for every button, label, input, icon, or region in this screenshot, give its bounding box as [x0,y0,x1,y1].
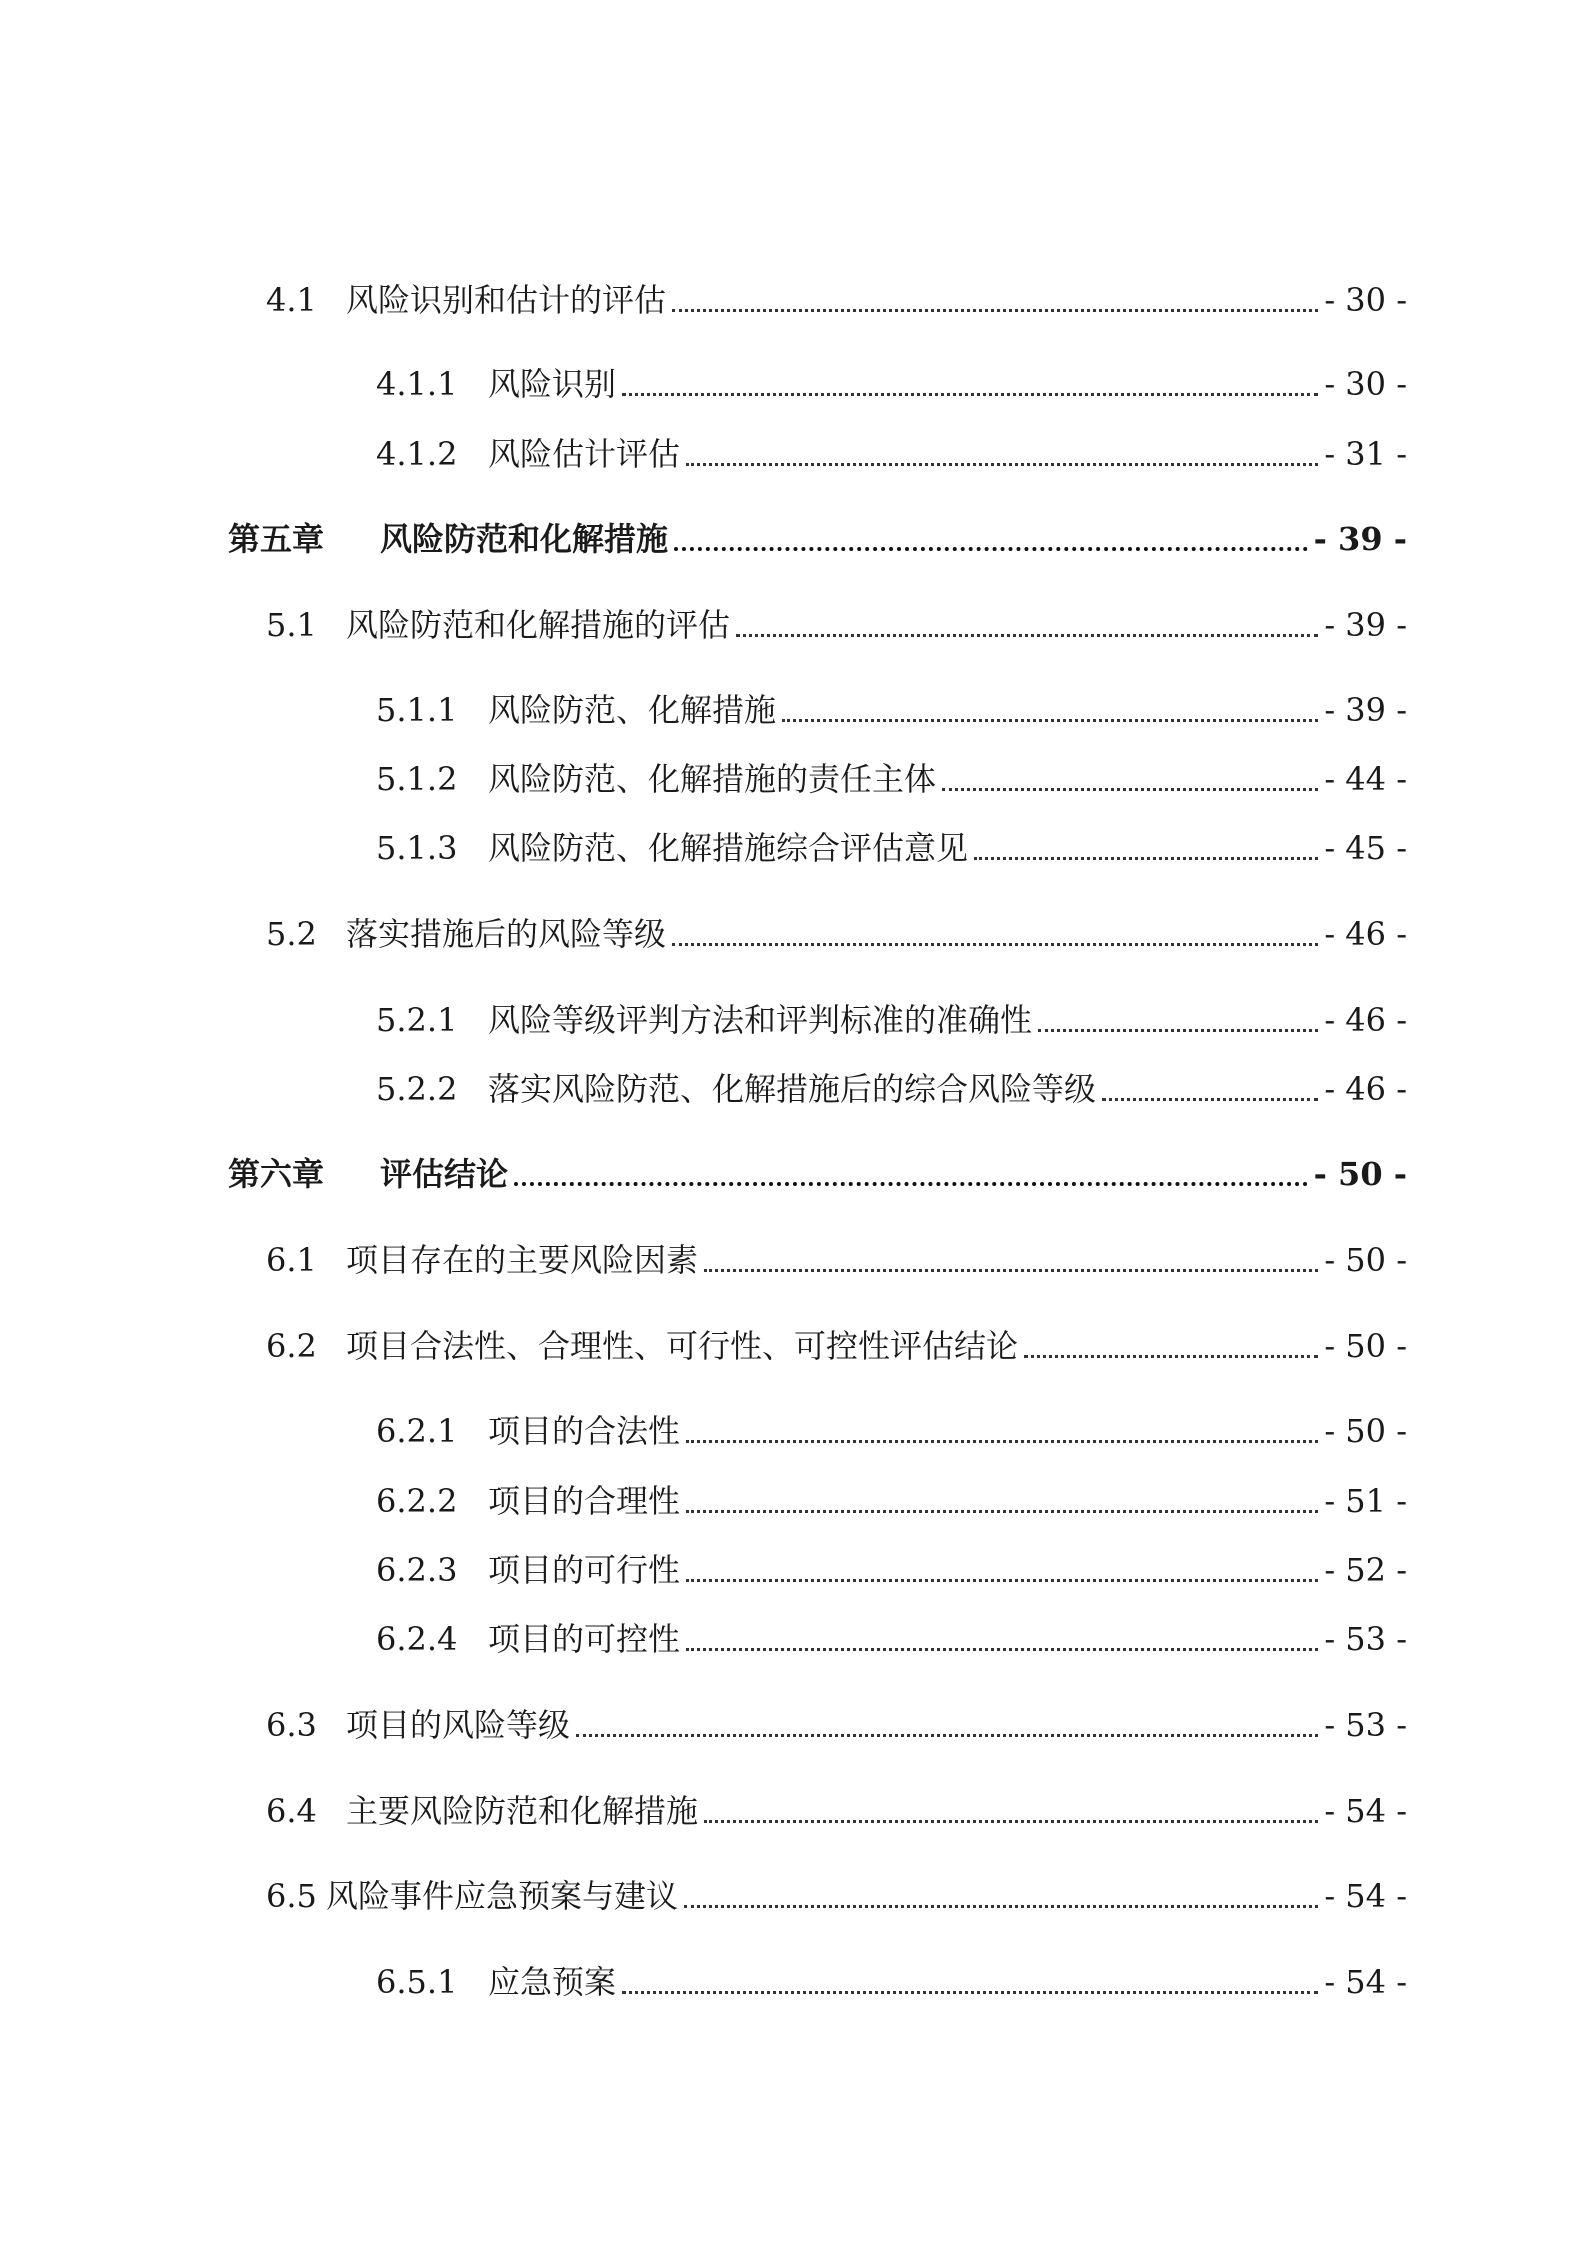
toc-entry-page: - 30 - [1324,365,1407,403]
toc-entry-number: 6.2 [266,1327,317,1365]
toc-entry-page: - 53 - [1324,1620,1407,1658]
toc-entry[interactable] [0,1701,1587,1749]
toc-entry[interactable] [0,276,1587,324]
dot-leader [686,1577,1318,1582]
dot-leader [942,786,1318,791]
toc-entry-title: 风险识别 [488,365,617,403]
dot-leader [514,1180,1308,1186]
toc-chapter-page: - 50 - [1313,1155,1407,1193]
toc-entry-number: 5.1.3 [376,829,458,867]
toc-entry-title: 风险防范、化解措施综合评估意见 [488,829,969,867]
toc-entry-title: 项目合法性、合理性、可行性、可控性评估结论 [346,1327,1019,1365]
toc-entry-title: 主要风险防范和化解措施 [346,1792,699,1830]
toc-chapter-entry[interactable] [0,515,1587,563]
toc-entry-title: 风险等级评判方法和评判标准的准确性 [488,1001,1033,1039]
toc-entry[interactable] [0,1236,1587,1284]
toc-entry-page: - 51 - [1324,1482,1407,1520]
toc-entry-number: 5.1 [266,606,317,644]
toc-entry-title: 项目的可行性 [488,1551,681,1589]
toc-chapter-page: - 39 - [1313,520,1407,558]
toc-entry[interactable] [0,1787,1587,1835]
toc-entry-title: 项目的合理性 [488,1482,681,1520]
toc-entry[interactable] [0,686,1587,734]
dot-leader [672,941,1318,946]
toc-entry-title: 落实措施后的风险等级 [346,915,667,953]
toc-entry-page: - 50 - [1324,1241,1407,1279]
dot-leader [686,1508,1318,1513]
toc-chapter-entry[interactable] [0,1150,1587,1198]
toc-entry-page: - 39 - [1324,606,1407,644]
toc-entry-title: 风险识别和估计的评估 [346,281,667,319]
toc-entry-number: 4.1.1 [376,365,458,403]
toc-entry-number: 6.2.3 [376,1551,458,1589]
toc-entry-page: - 30 - [1324,281,1407,319]
dot-leader [686,461,1318,466]
dot-leader [736,632,1318,637]
toc-entry-number: 6.2.2 [376,1482,458,1520]
toc-entry[interactable] [0,1872,1587,1920]
toc-entry[interactable] [0,755,1587,803]
dot-leader [704,1818,1318,1823]
toc-entry-title: 风险事件应急预案与建议 [326,1877,679,1915]
toc-entry[interactable] [0,1477,1587,1525]
toc-entry-number: 5.1.1 [376,691,458,729]
toc-entry-title: 项目存在的主要风险因素 [346,1241,699,1279]
toc-entry-number: 6.3 [266,1706,317,1744]
toc-entry-title: 项目的合法性 [488,1412,681,1450]
toc-chapter-number: 第五章 [228,520,325,558]
toc-entry-page: - 53 - [1324,1706,1407,1744]
toc-entry-page: - 44 - [1324,760,1407,798]
toc-entry[interactable] [0,1615,1587,1663]
toc-entry-page: - 50 - [1324,1412,1407,1450]
toc-entry-number: 6.4 [266,1792,317,1830]
dot-leader [684,1903,1318,1908]
dot-leader [622,1989,1318,1994]
toc-entry-number: 5.2.2 [376,1070,458,1108]
toc-entry[interactable] [0,430,1587,478]
toc-entry-number: 4.1.2 [376,435,458,473]
toc-entry[interactable] [0,1546,1587,1594]
toc-entry[interactable] [0,360,1587,408]
toc-chapter-number: 第六章 [228,1155,325,1193]
toc-entry-page: - 45 - [1324,829,1407,867]
toc-entry-page: - 46 - [1324,915,1407,953]
toc-entry-title: 风险防范、化解措施 [488,691,777,729]
toc-entry-title: 应急预案 [488,1963,617,2001]
toc-entry-title: 风险防范、化解措施的责任主体 [488,760,937,798]
toc-chapter-title: 风险防范和化解措施 [380,520,669,558]
dot-leader [672,307,1318,312]
dot-leader [686,1438,1318,1443]
toc-entry-page: - 52 - [1324,1551,1407,1589]
toc-entry-number: 5.1.2 [376,760,458,798]
dot-leader [622,391,1318,396]
toc-entry[interactable] [0,824,1587,872]
dot-leader [1038,1027,1318,1032]
dot-leader [974,855,1318,860]
toc-entry-page: - 31 - [1324,435,1407,473]
toc-entry[interactable] [0,1407,1587,1455]
dot-leader [782,717,1318,722]
toc-entry-number: 5.2.1 [376,1001,458,1039]
dot-leader [576,1732,1318,1737]
toc-entry[interactable] [0,601,1587,649]
toc-entry-number: 6.5.1 [376,1963,458,2001]
dot-leader [686,1646,1318,1651]
dot-leader [1024,1353,1318,1358]
toc-entry-page: - 54 - [1324,1877,1407,1915]
toc-entry-number: 4.1 [266,281,317,319]
toc-entry-title: 项目的风险等级 [346,1706,571,1744]
toc-entry-page: - 46 - [1324,1001,1407,1039]
dot-leader [1102,1096,1318,1101]
toc-entry-page: - 54 - [1324,1963,1407,2001]
toc-entry-number: 6.1 [266,1241,317,1279]
toc-entry-page: - 39 - [1324,691,1407,729]
toc-entry[interactable] [0,910,1587,958]
toc-entry-title: 项目的可控性 [488,1620,681,1658]
toc-entry-number: 5.2 [266,915,317,953]
toc-entry-title: 落实风险防范、化解措施后的综合风险等级 [488,1070,1097,1108]
toc-entry-number: 6.5 [266,1877,317,1915]
toc-entry-number: 6.2.1 [376,1412,458,1450]
toc-entry-number: 6.2.4 [376,1620,458,1658]
toc-entry-page: - 46 - [1324,1070,1407,1108]
toc-entry[interactable] [0,1322,1587,1370]
toc-entry[interactable] [0,996,1587,1044]
toc-entry[interactable] [0,1958,1587,2006]
dot-leader [704,1267,1318,1272]
toc-entry[interactable] [0,1065,1587,1113]
toc-entry-title: 风险估计评估 [488,435,681,473]
toc-chapter-title: 评估结论 [380,1155,509,1193]
dot-leader [674,545,1308,551]
toc-entry-page: - 50 - [1324,1327,1407,1365]
toc-entry-title: 风险防范和化解措施的评估 [346,606,731,644]
toc-entry-page: - 54 - [1324,1792,1407,1830]
